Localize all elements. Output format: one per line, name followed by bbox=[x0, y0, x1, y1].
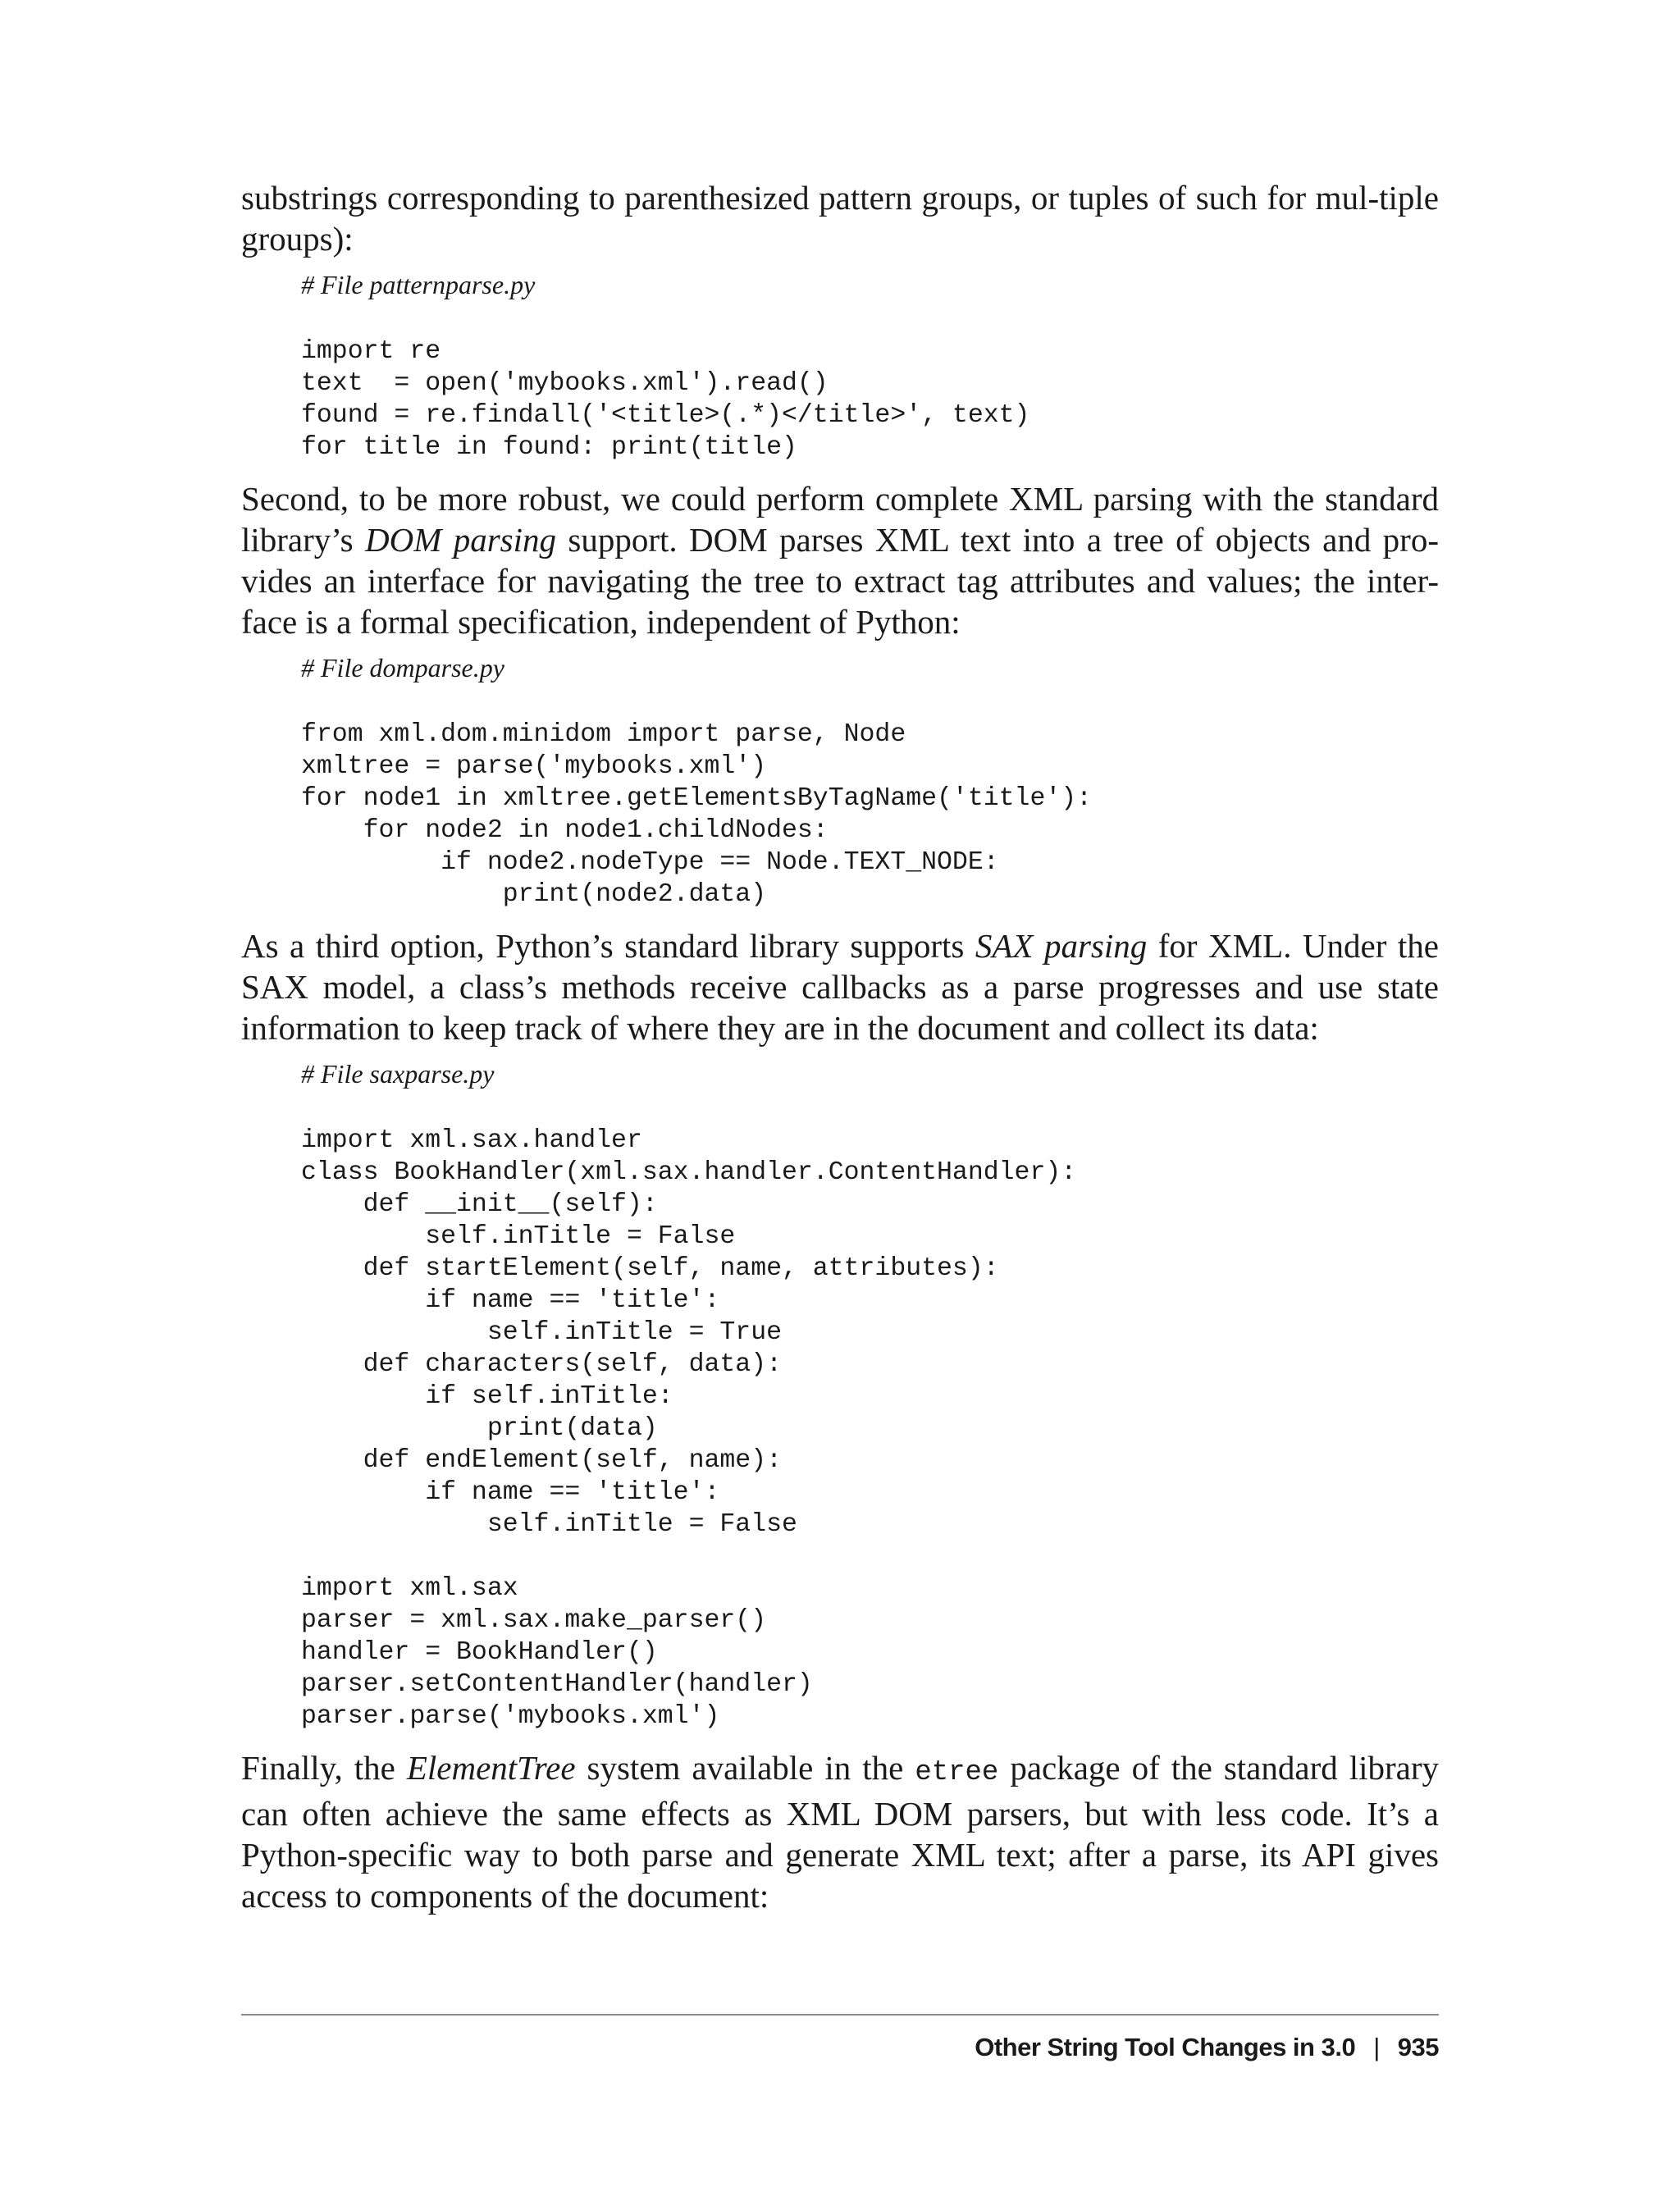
code-block-patternparse bbox=[241, 269, 1439, 463]
code-comment: # File domparse.py bbox=[301, 653, 504, 682]
code-comment: # File saxparse.py bbox=[301, 1059, 495, 1089]
page-content bbox=[241, 177, 1439, 1916]
footer-rule bbox=[241, 2014, 1439, 2016]
paragraph-text: substrings corresponding to parenthesized pattern groups, or tuples of such for mul-tiple groups): bbox=[241, 179, 1439, 258]
code-comment: # File patternparse.py bbox=[301, 270, 536, 299]
code-block-domparse bbox=[241, 652, 1439, 911]
paragraph-text: Second, to be more robust, we could perform complete XML parsing with the standard library’s bbox=[241, 480, 1439, 559]
code-text: import xml.sax.handler class BookHandler(xml.sax.handler.ContentHandler): def __init__(self): self.inTitle = False def startElement(self, name, attributes): if name == 'title': self.inTitle = True def characters(self, data): if self.inTitle: print(data) def endElement(self, name): if name == 'title': self.inTitle = False import xml.sax parser = xml.sax.make_parser() handler = BookHandler() parser.setContentHandler(handler) parser.parse('mybooks.xml') bbox=[301, 1126, 1077, 1731]
paragraph-pattern-groups bbox=[241, 177, 1439, 259]
italic-term: ElementTree bbox=[406, 1749, 576, 1787]
paragraph-text: support. DOM parses XML text into a tree of objects and pro-vides an interface for navigating the tree to extract tag attributes and values; the inter-face is a formal specification, independent of Python: bbox=[241, 521, 1439, 641]
paragraph-text: Finally, the bbox=[241, 1749, 407, 1787]
paragraph-elementtree bbox=[241, 1747, 1439, 1916]
page-footer bbox=[975, 2033, 1439, 2062]
footer-section-title: Other String Tool Changes in 3.0 bbox=[975, 2033, 1356, 2061]
paragraph-text: As a third option, Python’s standard library supports bbox=[241, 927, 975, 965]
paragraph-dom-parsing bbox=[241, 478, 1439, 642]
code-block-saxparse bbox=[241, 1058, 1439, 1732]
code-text: from xml.dom.minidom import parse, Node xmltree = parse('mybooks.xml') for node1 in xmltree.getElementsByTagName('title'): for node2 in node1.childNodes: if node2.nodeType == Node.TEXT_NODE: print(node2.data) bbox=[301, 720, 1093, 909]
paragraph-sax-parsing bbox=[241, 925, 1439, 1048]
italic-term: DOM parsing bbox=[365, 521, 557, 559]
paragraph-text: system available in the bbox=[575, 1749, 915, 1787]
footer-separator: | bbox=[1373, 2033, 1380, 2061]
paragraph-text: for XML. Under the SAX model, a class’s methods receive callbacks as a parse progresses and use state information to keep track of where they are in the document and collect its data: bbox=[241, 927, 1439, 1047]
italic-term: SAX parsing bbox=[975, 927, 1148, 965]
paragraph-text: package of the standard library can often achieve the same effects as XML DOM parsers, but with less code. It’s a Python-specific way to both parse and generate XML text; after a parse, its API gives access to components of the document: bbox=[241, 1749, 1439, 1915]
code-text: import re text = open('mybooks.xml').read() found = re.findall('<title>(.*)</title>', text) for title in found: print(title) bbox=[301, 337, 1030, 462]
inline-code: etree bbox=[915, 1757, 999, 1788]
page-number: 935 bbox=[1397, 2033, 1439, 2061]
